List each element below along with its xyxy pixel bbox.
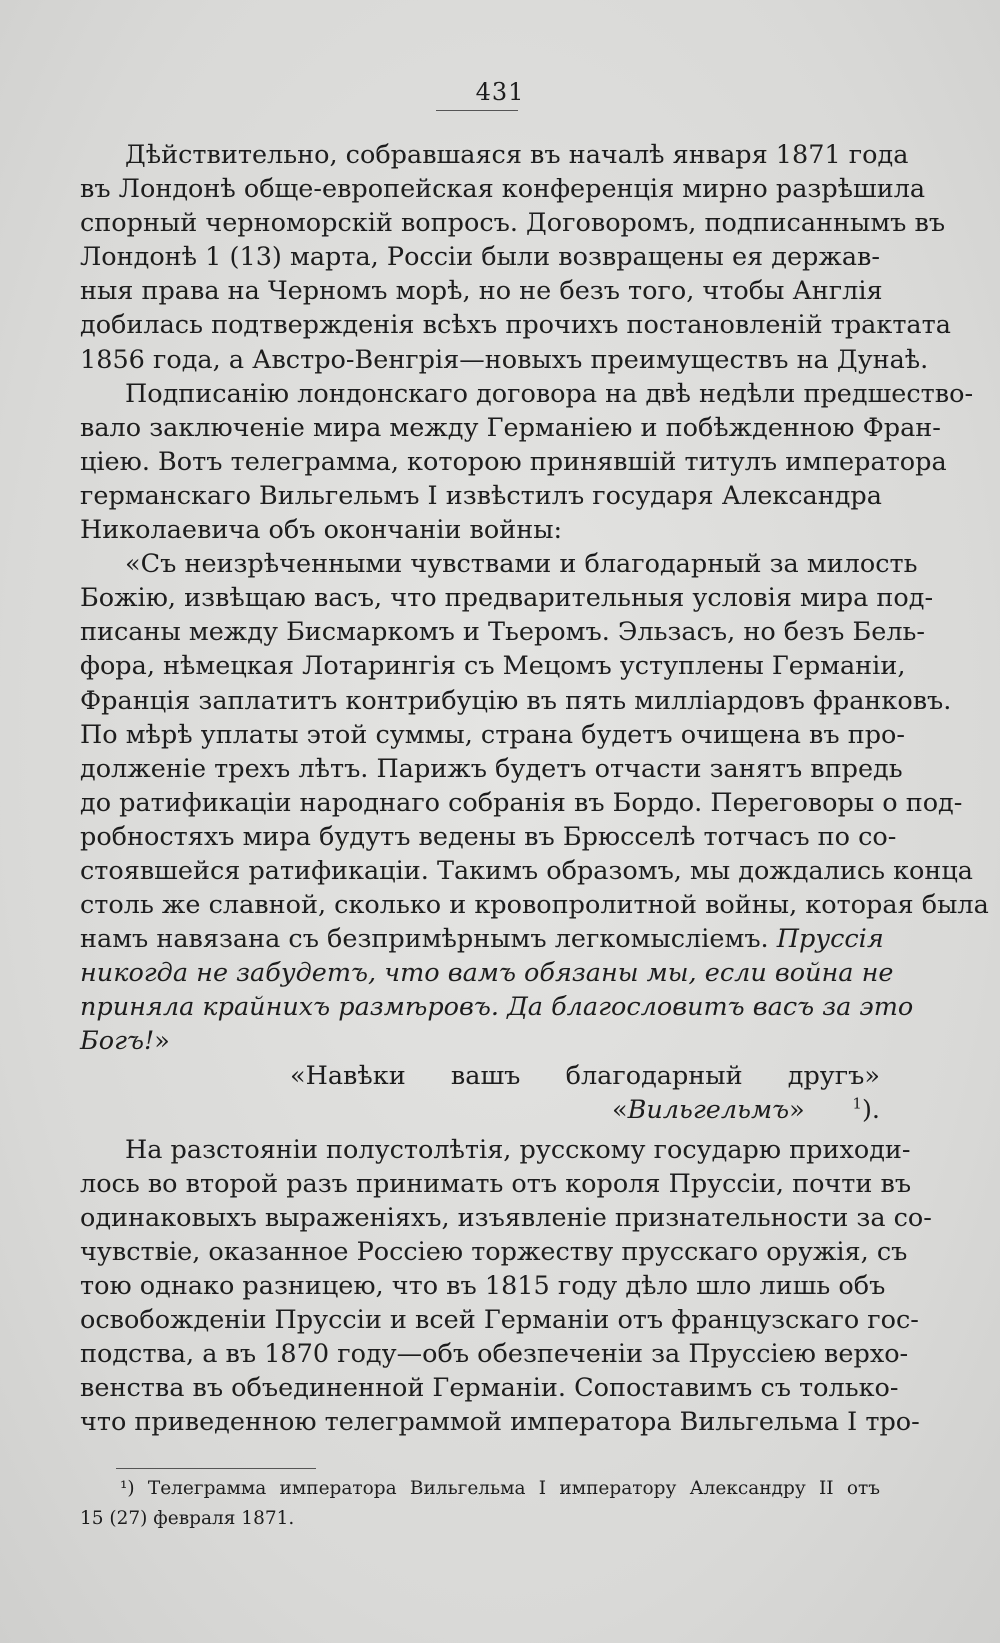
text-line: тою однако разницею, что въ 1815 году дѣло шло лишь объ <box>80 1271 886 1302</box>
footnote-line: ¹) Телеграмма императора Вильгельма I императору Александру II отъ <box>120 1478 880 1499</box>
close-quote: » <box>789 1094 805 1125</box>
signature-name-line <box>80 1093 880 1127</box>
text-line: «Съ неизрѣченными чувствами и благодарный за милость <box>125 549 918 580</box>
text-line: фора, нѣмецкая Лотарингія съ Мецомъ уступлены Германіи, <box>80 651 906 682</box>
text-line: подства, а въ 1870 году—объ обезпеченіи за Пруссіею верхо- <box>80 1339 909 1370</box>
text-line: долженіе трехъ лѣтъ. Парижъ будетъ отчасти занятъ впредь <box>80 753 903 784</box>
signature-block <box>80 1059 880 1127</box>
text-run: намъ навязана съ безпримѣрнымъ легкомысліемъ. <box>80 924 769 955</box>
text-line: лось во второй разъ принимать отъ короля Пруссіи, почти въ <box>80 1168 912 1199</box>
paragraph-4 <box>80 1133 932 1440</box>
text-line: германскаго Вильгельмъ I извѣстилъ государя Александра <box>80 480 882 511</box>
italic-text-line: никогда не забудетъ, что вамъ обязаны мы, если война не <box>80 958 894 989</box>
text-line: освобожденіи Пруссіи и всей Германіи отъ французскаго гос- <box>80 1305 919 1336</box>
text-line: робностяхъ мира будутъ ведены въ Брюсселѣ тотчасъ по со- <box>80 821 897 852</box>
text-line: Франція заплатитъ контрибуцію въ пять милліардовъ франковъ. <box>80 685 952 716</box>
signature-tail: ). <box>861 1094 880 1125</box>
text-line: стоявшейся ратификаціи. Такимъ образомъ, мы дождались конца <box>80 855 974 886</box>
text-line: Подписанію лондонскаго договора на двѣ недѣли предшество- <box>125 378 974 409</box>
text-line: Дѣйствительно, собравшаяся въ началѣ января 1871 года <box>125 140 909 170</box>
italic-text-line: приняла крайнихъ размѣровъ. Да благословитъ васъ за это <box>80 992 914 1023</box>
closing-quote: » <box>154 1026 170 1057</box>
text-line: до ратификаціи народнаго собранія въ Бордо. Переговоры о под- <box>80 787 963 818</box>
page-number: 431 <box>475 78 525 106</box>
text-line: одинаковыхъ выраженіяхъ, изъявленіе признательности за со- <box>80 1202 932 1233</box>
text-line: ціею. Вотъ телеграмма, которою принявшій титулъ императора <box>80 446 947 477</box>
text-line <box>80 1024 880 1058</box>
text-line <box>80 922 884 956</box>
paragraph-2 <box>80 377 974 547</box>
text-line: спорный черноморскій вопросъ. Договоромъ, подписаннымъ въ <box>80 208 946 239</box>
body-text <box>80 138 989 1440</box>
footnote-marker: 1 <box>852 1094 862 1113</box>
paragraph-1 <box>80 138 951 377</box>
signature-line: «Навѣки вашъ благодарный другъ» <box>290 1060 880 1091</box>
telegram-quote <box>80 547 989 1058</box>
text-line: писаны между Бисмаркомъ и Тьеромъ. Эльзасъ, но безъ Бель- <box>80 617 926 648</box>
text-line: чувствіе, оказанное Россіею торжеству прусскаго оружія, съ <box>80 1237 908 1267</box>
text-line: столь же славной, сколько и кровопролитной войны, которая была <box>80 890 989 921</box>
footnote-line: 15 (27) февраля 1871. <box>80 1508 295 1529</box>
text-line: добилась подтвержденія всѣхъ прочихъ постановленій трактата <box>80 310 951 341</box>
text-line: 1856 года, а Австро-Венгрія—новыхъ преимуществъ на Дунаѣ. <box>80 344 929 375</box>
text-line: вало заключеніе мира между Германіею и побѣжденною Фран- <box>80 412 941 443</box>
footnote-rule <box>116 1468 316 1469</box>
text-line: Божію, извѣщаю васъ, что предварительныя условія мира под- <box>80 583 934 614</box>
signature-name: Вильгельмъ <box>627 1094 790 1125</box>
open-quote: « <box>612 1094 628 1125</box>
footnote <box>80 1474 880 1534</box>
text-line: Лондонѣ 1 (13) марта, Россіи были возвращены ея держав- <box>80 242 880 273</box>
italic-text-run: Пруссія <box>776 924 884 955</box>
text-line: что приведенною телеграммой императора Вильгельма I тро- <box>80 1407 920 1438</box>
page-number-rule <box>436 110 518 111</box>
text-line: венства въ объединенной Германіи. Сопоставимъ съ только- <box>80 1373 899 1404</box>
italic-text-run: Богъ! <box>80 1026 155 1057</box>
text-line: По мѣрѣ уплаты этой суммы, страна будетъ очищена въ про- <box>80 719 906 750</box>
text-line: въ Лондонѣ обще-европейская конференція мирно разрѣшила <box>80 174 926 205</box>
text-line: На разстояніи полустолѣтія, русскому государю приходи- <box>125 1134 911 1165</box>
text-line: Николаевича объ окончаніи войны: <box>80 515 563 546</box>
text-line: ныя права на Черномъ морѣ, но не безъ того, чтобы Англія <box>80 276 883 307</box>
